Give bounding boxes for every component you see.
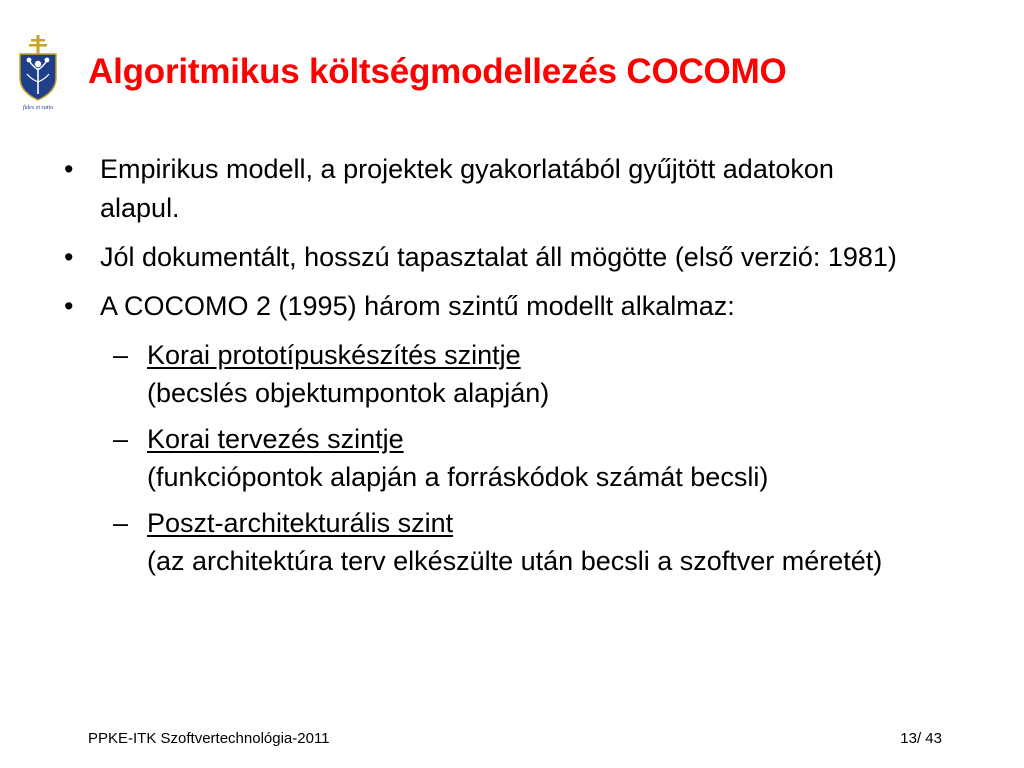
bullet-item: [0, 238, 900, 277]
university-crest-icon: [14, 34, 62, 112]
footer-page-number: 13/ 43: [900, 730, 942, 747]
bullet-item: [0, 150, 900, 228]
sub-item-title-link[interactable]: Poszt-architekturális szint: [147, 508, 454, 538]
sub-item-description: (becslés objektumpontok alapján): [147, 378, 550, 408]
dash-mark: –: [113, 340, 129, 370]
bullet-text: Empirikus modell, a projektek gyakorlatából gyűjtött adatokon alapul.: [100, 154, 834, 223]
sub-item: [0, 420, 967, 496]
slide-title: Algoritmikus költségmodellezés COCOMO: [88, 52, 787, 91]
svg-text:fides et ratio: fides et ratio: [22, 105, 54, 111]
sub-item-title-link[interactable]: Korai tervezés szintje: [147, 424, 404, 454]
footer-course: PPKE-ITK Szoftvertechnológia-2011: [88, 730, 330, 747]
slide-body: [0, 150, 1024, 588]
bullet-text: Jól dokumentált, hosszú tapasztalat áll mögötte (első verzió: 1981): [100, 242, 897, 272]
sub-item: [0, 504, 967, 580]
bullet-item: [0, 287, 900, 326]
bullet-mark: •: [64, 154, 74, 184]
bullet-mark: •: [64, 242, 74, 272]
sub-item-description: (funkciópontok alapján a forráskódok számát becsli): [147, 462, 769, 492]
sub-item: [0, 336, 967, 412]
sub-item-title-link[interactable]: Korai prototípuskészítés szintje: [147, 340, 521, 370]
sub-item-description: (az architektúra terv elkészülte után becsli a szoftver méretét): [147, 546, 883, 576]
bullet-mark: •: [64, 291, 74, 321]
dash-mark: –: [113, 508, 129, 538]
dash-mark: –: [113, 424, 129, 454]
bullet-text: A COCOMO 2 (1995) három szintű modellt alkalmaz:: [100, 291, 735, 321]
